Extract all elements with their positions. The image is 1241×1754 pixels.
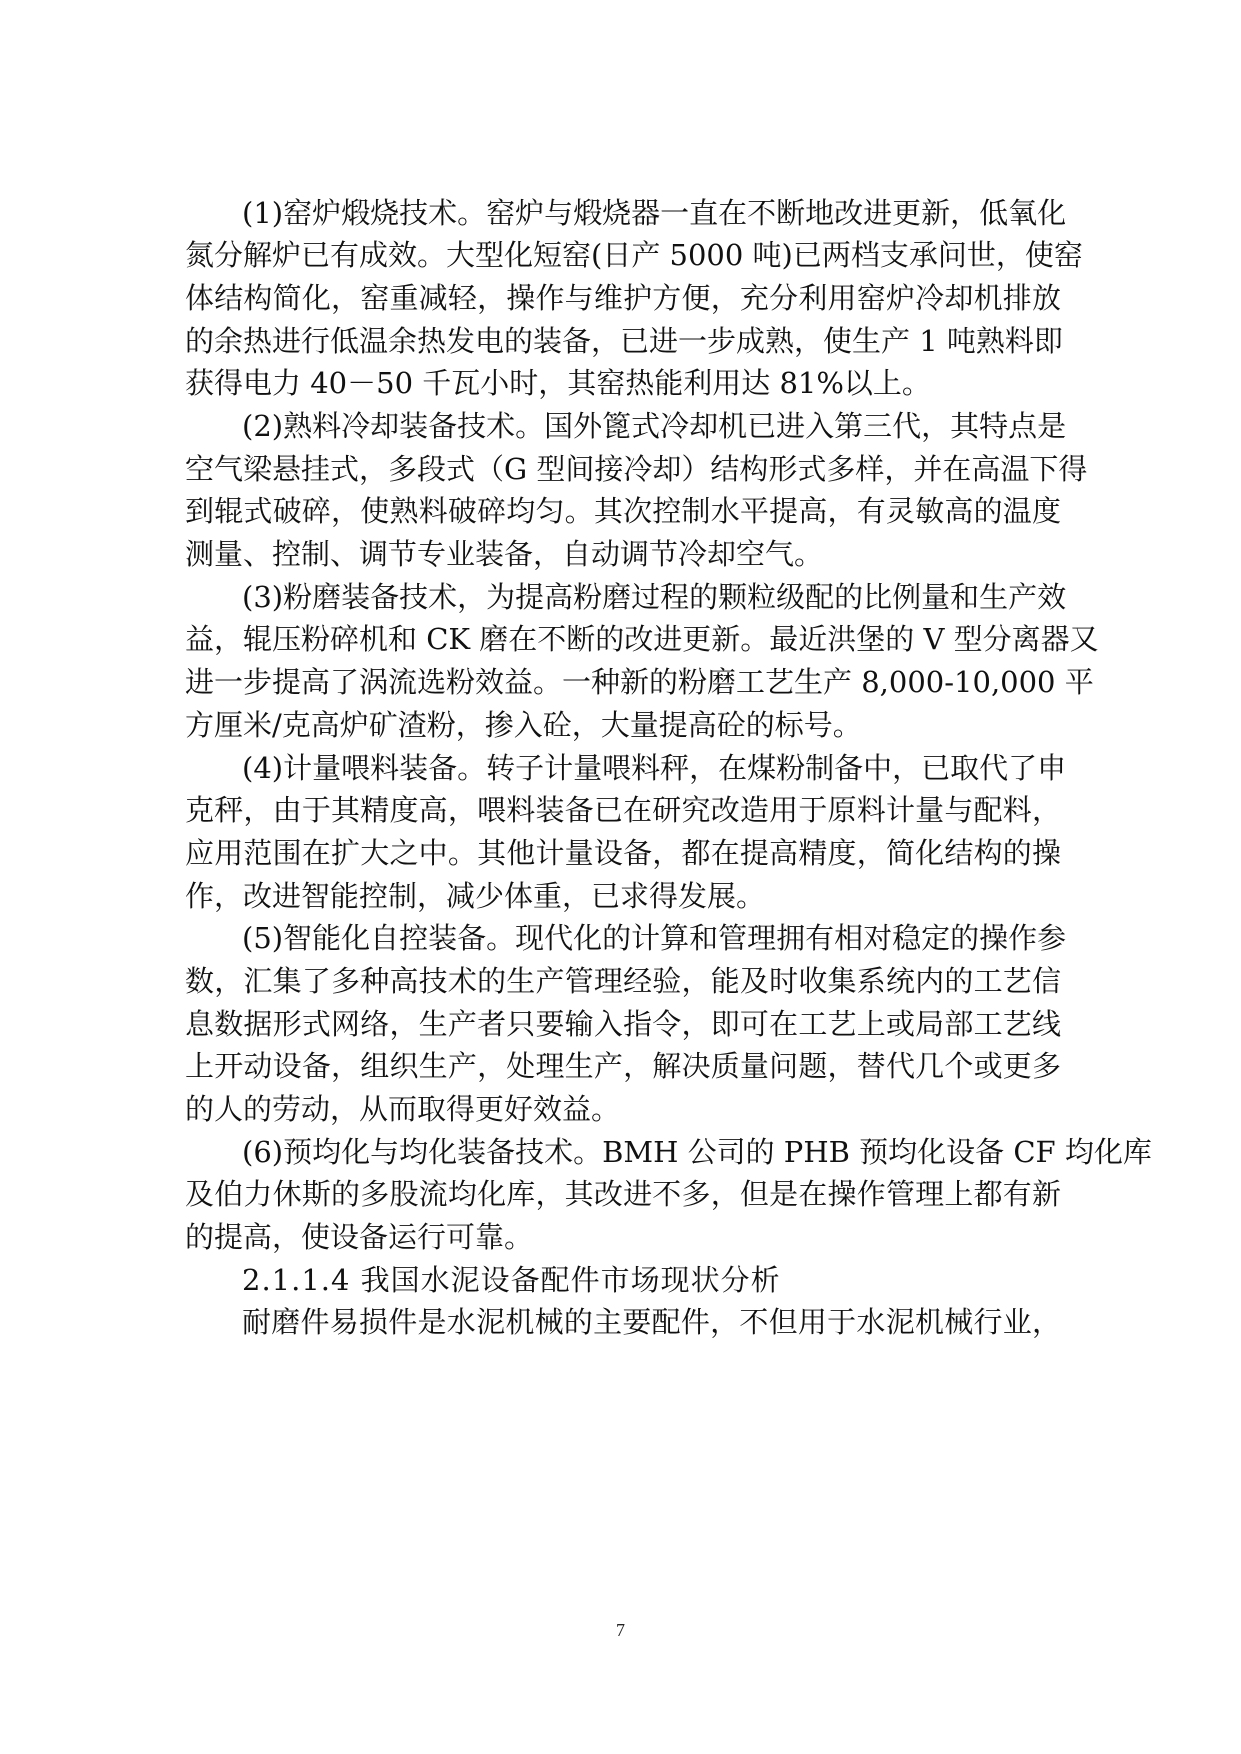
paragraph-6-line-3: 的提高，使设备运行可靠。	[185, 1220, 534, 1254]
paragraph-2-line-2: 空气梁悬挂式，多段式（G 型间接冷却）结构形式多样，并在高温下得	[185, 452, 1088, 486]
paragraph-1-line-3: 体结构简化，窑重减轻，操作与维护方便，充分利用窑炉冷却机排放	[185, 281, 1061, 315]
paragraph-1-line-2: 氮分解炉已有成效。大型化短窑(日产 5000 吨)已两档支承问世，使窑	[185, 238, 1083, 272]
paragraph-2-line-4: 测量、控制、调节专业装备，自动调节冷却空气。	[185, 537, 824, 571]
paragraph-4-line-1: (4)计量喂料装备。转子计量喂料秤，在煤粉制备中，已取代了申	[242, 751, 1067, 785]
paragraph-6-line-2: 及伯力休斯的多股流均化库，其改进不多，但是在操作管理上都有新	[185, 1177, 1061, 1211]
paragraph-4-line-4: 作，改进智能控制，减少体重，已求得发展。	[185, 879, 766, 913]
paragraph-5-line-5: 的人的劳动，从而取得更好效益。	[185, 1092, 621, 1126]
paragraph-3-line-3: 进一步提高了涡流选粉效益。一种新的粉磨工艺生产 8,000-10,000 平	[185, 665, 1094, 699]
paragraph-1-line-5: 获得电力 40－50 千瓦小时，其窑热能利用达 81%以上。	[185, 366, 931, 400]
paragraph-3-line-4: 方厘米/克高炉矿渣粉，掺入砼，大量提高砼的标号。	[185, 708, 862, 742]
paragraph-5-line-3: 息数据形式网络，生产者只要输入指令，即可在工艺上或局部工艺线	[185, 1007, 1061, 1041]
section-heading: 2.1.1.4 我国水泥设备配件市场现状分析	[242, 1263, 781, 1297]
paragraph-3-line-2: 益，辊压粉碎机和 CK 磨在不断的改进更新。最近洪堡的 V 型分离器又	[185, 622, 1099, 656]
paragraph-2-line-1: (2)熟料冷却装备技术。国外篦式冷却机已进入第三代，其特点是	[242, 409, 1067, 443]
paragraph-5-line-4: 上开动设备，组织生产，处理生产，解决质量问题，替代几个或更多	[185, 1049, 1061, 1083]
page-number: 7	[616, 1620, 625, 1640]
paragraph-6-line-1: (6)预均化与均化装备技术。BMH 公司的 PHB 预均化设备 CF 均化库	[242, 1135, 1152, 1169]
paragraph-1-line-4: 的余热进行低温余热发电的装备，已进一步成熟，使生产 1 吨熟料即	[185, 324, 1063, 358]
paragraph-5-line-2: 数，汇集了多种高技术的生产管理经验，能及时收集系统内的工艺信	[185, 964, 1061, 998]
paragraph-4-line-3: 应用范围在扩大之中。其他计量设备，都在提高精度，简化结构的操	[185, 836, 1061, 870]
paragraph-4-line-2: 克秤，由于其精度高，喂料装备已在研究改造用于原料计量与配料，	[185, 793, 1061, 827]
paragraph-2-line-3: 到辊式破碎，使熟料破碎均匀。其次控制水平提高，有灵敏高的温度	[185, 494, 1061, 528]
paragraph-3-line-1: (3)粉磨装备技术，为提高粉磨过程的颗粒级配的比例量和生产效	[242, 580, 1067, 614]
paragraph-1-line-1: (1)窑炉煅烧技术。窑炉与煅烧器一直在不断地改进更新，低氧化	[242, 196, 1067, 230]
paragraph-5-line-1: (5)智能化自控装备。现代化的计算和管理拥有相对稳定的操作参	[242, 921, 1067, 955]
paragraph-7-line-1: 耐磨件易损件是水泥机械的主要配件，不但用于水泥机械行业，	[242, 1305, 1061, 1339]
